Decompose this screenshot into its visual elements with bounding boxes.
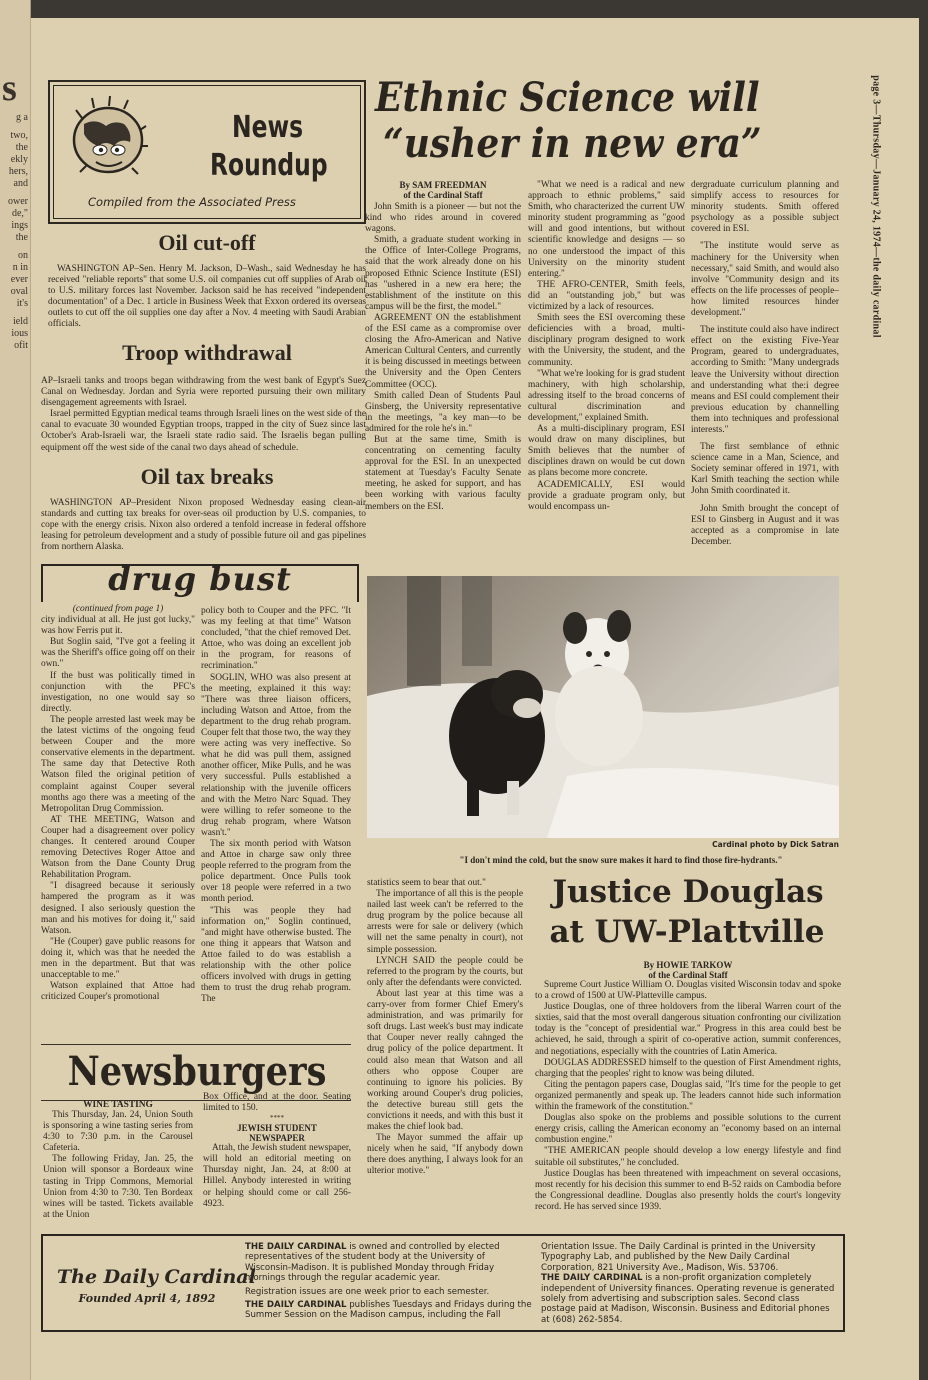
wine-p1: The following Friday, Jan. 25, the Union will sponsor a Bordeaux wine tasting in Tripp Commons, Memorial Union from 4:30 to 7:30. Ten Bordeax wines will be tasted. Tickets available at the Union: [43, 1154, 193, 1220]
douglas-p1: Justice Douglas, one of three holdovers from the liberal Warren court of the sixties, said that the most overall dangerous situation confronting our civilization today is the "concept of presidential war." Progress in this area could best be achieved, he said, through a spirit of co-operative action, summit conferences, and negotiations, especially with the countries of Latin America.: [535, 1002, 841, 1057]
prev-page-fragment: ings: [11, 220, 28, 231]
drug-bust-col1: [41, 604, 195, 1034]
drug-c1-p4: AT THE MEETING, Watson and Couper had a disagreement over policy changes. It centered around Couper removing Detectives Roger Attoe and Watson from the Dane County Drug Rehabilitation Program.: [41, 814, 195, 881]
prev-page-fragment: g a: [16, 112, 28, 123]
masthead-p1-lead: THE DAILY CARDINAL: [245, 1242, 347, 1252]
drug-c2-p1: SOGLIN, WHO was also present at the meeting, explained it this way: "There was three liaison officers, including Watson and Attoe, from the department to the drug rehab program. Couper felt that those two, the way they were acting was very ineffective. So what he did was pull them, assigned another officer, Mike Pulls, and he was very successful. Pulls established a relationship with the juvenile officers and with the Metro Narc Squad. They were willing to refer someone to the drug rehab program, where Watson wasn't.": [201, 672, 351, 838]
dog-photo: [367, 576, 839, 838]
newsburgers-col2: [203, 1092, 351, 1232]
ethnic-col3: [691, 180, 839, 582]
ethnic-c2-p1: THE AFRO-CENTER, Smith feels, did an "outstanding job," but was victimized by a lack of resources.: [528, 279, 685, 313]
masthead-p3: [245, 1300, 533, 1321]
masthead-c2-p1: Orientation Issue. The Daily Cardinal is printed in the University Typography Lab, and published by the New Daily Cardinal Corporation, 821 University Ave., Madison, Wis. 53706.: [541, 1242, 816, 1273]
douglas-p0: Supreme Court Justice William O. Douglas visited Wisconsin todav and spoke to a crowd of 1500 at UW-Platteville campus.: [535, 980, 841, 1002]
prev-page-fragment: ious: [11, 328, 28, 339]
drug-bust-headline: drug bust: [108, 560, 292, 598]
troop-withdrawal-body: [41, 376, 366, 476]
drug-bust-continued: (continued from page 1): [72, 604, 164, 614]
ethnic-c1-p0: John Smith is a pioneer — but not the kind who rides around in covered wagons.: [365, 202, 521, 235]
drug-bust-col3: [367, 878, 523, 1228]
ethnic-c2-p5: ACADEMICALLY, ESI would provide a graduate program only, but would encompass un-: [528, 479, 685, 512]
drug-c1-p7: Watson explained that Attoe had criticized Couper's promotional: [41, 981, 195, 1003]
douglas-headline-line1: Justice Douglas: [552, 874, 824, 910]
dog-photo-art: [367, 576, 839, 838]
news-roundup-title-line1: News: [232, 110, 304, 145]
drug-c3-p3: About last year at this time was a carry-over from former Chief Emery's administration, and was primarily for soft drugs. Last week's bust may indicate that Couper never really cahnged the drug policy of the police department. It could also mean that Watson and all others who oppose Couper are continuing to ignore his policies. By working around Couper's drug policies, the detective bureau still gets the convictions it needs, and with this bust it makes the chief look bad.: [367, 988, 523, 1133]
drug-c3-p4: The Mayor summed the affair up nicely when he said, "If anybody down there does anything, I always look for an ulterior motive.": [367, 1133, 523, 1177]
photo-credit: Cardinal photo by Dick Satran: [712, 840, 839, 849]
prev-page-fragment: ofit: [14, 340, 28, 351]
douglas-p2: DOUGLAS ADDRESSED himself to the question of First Amendment rights, charging that the peoples' right to know was being diluted.: [535, 1057, 841, 1079]
jewish-body: Attah, the Jewish student newspaper, will hold an editorial meeting on Thursday night, Jan. 24, at 8:00 at Hillel. Anybody interested in writing or helping should come or call 256-4923.: [203, 1143, 351, 1209]
newsburgers-headline: Newsburgers: [67, 1048, 327, 1095]
masthead-p1: [245, 1242, 533, 1284]
ethnic-c1-p3: Smith called Dean of Students Paul Ginsberg, the University representative in the meetings, "a key man—to be admired for the role he's in.": [365, 390, 521, 434]
ethnic-byline1: By SAM FREEDMAN: [399, 180, 487, 190]
prev-page-fragment: ekly: [10, 154, 28, 165]
ethnic-c2-p3: "What we're looking for is grad student machinery, with high scholarship, adressing itself to the broad concerns of cultural discrimination and development," explained Smith.: [528, 368, 685, 423]
newsburgers-top-rule: [41, 1044, 351, 1045]
globe-mascot-icon: [62, 90, 162, 190]
douglas-headline-line2: at UW-Plattville: [549, 914, 825, 950]
ethnic-c1-p1: Smith, a graduate student working in the Office of Inter-College Programs, said that the work already done on his proposed Ethnic Science Institute (ESI) has "ushered in a new era here; the establishment of the institute on this campus will be the first, the model.": [365, 235, 521, 312]
prev-page-fragment: and: [13, 178, 28, 189]
previous-page-edge: [0, 0, 31, 1380]
prev-page-fragment: the: [15, 232, 28, 243]
folio-text: page 3—Thursday—January 24, 1974—the daily cardinal: [870, 75, 882, 338]
prev-page-fragment: on: [18, 250, 28, 261]
ethnic-c3-p3: The first semblance of ethnic science came in a Man, Science, and Society seminar offered in 1971, with Karl Smith teaching the section while John Smith coordinated it.: [691, 442, 839, 497]
douglas-byline2: of the Cardinal Staff: [648, 970, 728, 980]
masthead-p3-lead: THE DAILY CARDINAL: [245, 1300, 347, 1311]
jewish-title2: NEWSPAPER: [249, 1133, 305, 1144]
troop-p1: AP–Israeli tanks and troops began withdrawing from the west bank of Egypt's Suez Canal on Wednesday. Jordan and Syria were reported pursuing their own military disengagement agreements with Israel.: [41, 376, 366, 409]
separator-stars: ****: [270, 1114, 284, 1123]
prev-page-fragment: hers,: [8, 166, 28, 177]
ethnic-c2-p4: As a multi-disciplinary program, ESI would draw on many disciplines, but Smith believes that the number of disciplines drawn on would be cut down as plans become more concrete.: [528, 424, 685, 479]
drug-c2-p2: The six month period with Watson and Attoe in charge saw only three people referred to the program from the police department. Once Pulls took over 18 people were referred in a two month period.: [201, 838, 351, 905]
ethnic-c2-p0: "What we need is a radical and new approach to ethnic problems," said Smith, who characterized the current UW minority student programming as "good will and good intentions, but without scientific knowledge and designs — so no one understood the impact of this University on the minority student entering.": [528, 180, 685, 279]
ethnic-c3-p0: dergraduate curriculum planning and simplify access to resources for minority students. Smith offered psychology as a possible subject covered in ESI.: [691, 180, 839, 235]
ethnic-c3-p1: "The institute would serve as machinery for the University when necessary," said Smith, and would also involve "Community design and its effects on the life processes of people– how limited resources hinder development.": [691, 241, 839, 319]
drug-c1-p2: If the bust was politically timed in conjunction with the PFC's investigation, no one would say so directly.: [41, 670, 195, 714]
drug-c1-p1: But Soglin said, "I've got a feeling it was the Sheriff's office going off on their own.": [41, 637, 195, 670]
oil-tax-text: WASHINGTON AP–President Nixon proposed Wednesday easing clean-air standards and cutting tax breaks for over-seas oil production by U.S. companies, to cope with the energy crisis. Nixon also ordered a tenfold increase in federal offshore leasing for petroleum development and a study of possible future oil and gas pipelines from northern Alaska.: [41, 498, 366, 553]
wine-tasting-title: WINE TASTING: [83, 1100, 153, 1110]
masthead-p3-body: publishes Tuesdays and Fridays during the Summer Session on the Madison campus, including the Fall: [245, 1300, 532, 1321]
drug-c2-p3: "This was people they had information on," Soglin continued, "and might have otherwise busted. The one thing it appears that Watson and Attoe failed to do was establish a relationship with the other police officers involved with drugs in getting them to trust the drug rehab program. The: [201, 905, 351, 1005]
jewish-title1: JEWISH STUDENT: [237, 1123, 317, 1134]
drug-c1-p3: The people arrested last week may be the latest victims of the ongoing feud between Couper and the more conservative elements in the department. The same day that Detective Roth Watson filed the original petition of complaint against Couper several months ago there was a meeting of the Metropolitan Drug Commission.: [41, 714, 195, 814]
photo-caption: "I don't mind the cold, but the snow sure makes it hard to find those fire-hydrants.": [459, 855, 783, 865]
drug-c1-p0: city individual at all. He just got lucky," was how Ferris put it.: [41, 615, 195, 637]
prev-page-letter: s: [2, 67, 17, 109]
masthead-founded: Founded April 4, 1892: [78, 1292, 216, 1305]
douglas-p6: Justice Douglas has been threatened with impeachment on several occasions, most recently for his decision this summer to end B-52 raids on Cambodia before the Congressional deadline. Douglas also presently holds the court's longevity record. He has served since 1939.: [535, 1168, 841, 1212]
douglas-body: [535, 960, 841, 1230]
wine-p0: This Thursday, Jan. 24, Union South is sponsoring a wine tasting series from 4:30 to 7:30 p.m. in the Carousel Cafeteria.: [43, 1110, 193, 1154]
prev-page-fragment: de,": [11, 208, 28, 219]
ethnic-col1: [365, 180, 521, 580]
drug-c1-p6: "He (Couper) gave public reasons for doing it, which was that he needed the men in the department. But that was unacceptable to me.": [41, 936, 195, 981]
douglas-p4: Douglas also spoke on the problems and possible solutions to the current energy crisis, calling the American economy an "economy based on an internal combustion engine.": [535, 1113, 841, 1146]
prev-page-fragment: the: [15, 142, 28, 153]
newspaper-page: [30, 18, 919, 1380]
douglas-p5: "THE AMERICAN people should develop a low energy lifestyle and find suitable oil substitutes," he concluded.: [535, 1146, 841, 1168]
troop-withdrawal-headline: Troop withdrawal: [122, 340, 292, 365]
douglas-p3: Citing the pentagon papers case, Douglas said, "It's time for the people to get organized permanently and speak up. The leaders cannot hide such information within the framework of the constitution.": [535, 1079, 841, 1113]
box-office-text: Box Office, and at the door. Seating limited to 150.: [203, 1092, 351, 1114]
prev-page-fragment: it's: [16, 298, 28, 309]
troop-p2: Israel permitted Egyptian medical teams through Israeli lines on the west side of the canal to evacuate 30 wounded Egyptian troops, trapped in the city of Suez since last October's Arab-Israeli war, the Israeli state radio said. The Israelis began pulling equipment off the west side of the canal two days ahead of schedule.: [41, 409, 366, 453]
drug-c2-p0: policy both to Couper and the PFC. "It was my feeling at that time" Watson concluded, "that the chief removed Det. Attoe, who was doing an excellent job in the program, for reasons of recrimination.": [201, 606, 351, 672]
drug-c3-p2: LYNCH SAID the people could be referred to the program by the courts, but only after the defendants were convicted.: [367, 955, 523, 988]
page-folio: [859, 66, 882, 356]
drug-c3-p0: statistics seem to bear that out.": [367, 878, 486, 888]
ethnic-col2: [528, 180, 685, 582]
news-roundup-compiled: Compiled from the Associated Press: [88, 195, 296, 209]
oil-tax-headline: Oil tax breaks: [140, 464, 274, 489]
oil-cutoff-headline: Oil cut-off: [158, 230, 256, 255]
ethnic-c2-p2: Smith sees the ESI overcoming these deficiencies with a broad, multi-disciplinary program designed to work with the University, the student, and the community.: [528, 313, 685, 368]
prev-page-fragment: two,: [10, 130, 28, 141]
oil-cutoff-body: [48, 264, 366, 346]
douglas-byline1: By HOWIE TARKOW: [643, 960, 733, 970]
masthead-name: The Daily Cardinal: [57, 1266, 256, 1288]
prev-page-fragment: n in: [12, 262, 28, 273]
ethnic-byline2: of the Cardinal Staff: [403, 190, 483, 200]
drug-c1-p5: "I disagreed because it seriously hampered the program as it was designed. I also seriously question the man and his motives for doing it," said Watson.: [41, 881, 195, 936]
ethnic-c1-p4: But at the same time, Smith is concentrating on cementing faculty approval for the ESI. In an unexpected statement at Tuesday's Faculty Senate meeting, he asked for support, and has been working with various faculty members on the ESI.: [365, 434, 521, 512]
ethnic-headline-line2: “usher in new era”: [383, 120, 762, 167]
ethnic-c3-p2: The institute could also have indirect effect on the existing Five-Year Program, geared to undergraduates, according to Smith: "Many undergrads leave the University without direction and understanding what the:i degree means and ESI could complement their previous education by channelling them into techniques and professional interests.": [691, 325, 839, 435]
news-roundup-title-line2: Roundup: [210, 148, 328, 183]
masthead-c2-p2-body: is a non-profit organization completely independent of University finances. Operating revenue is generated solely from advertising and subscription sales. Second class postage paid at Madison, Wisconsin. Business and Editorial phones at (608) 262-5854.: [541, 1273, 835, 1325]
news-roundup-box: [48, 80, 366, 224]
newsburgers-col1: [43, 1100, 193, 1228]
drug-c3-p1: The importance of all this is the people nailed last week can't be referred to the drug program by the police because all arrests were for sale or delivery (which will net the same penalty in court), not simple possession.: [367, 889, 523, 955]
ethnic-c3-p4: John Smith brought the concept of ESI to Ginsberg in August and it was accepted as a compromise in late December.: [691, 503, 839, 547]
prev-page-fragment: ower: [8, 196, 28, 207]
masthead-p1-body: is owned and controlled by elected representatives of the student body at the University of Wisconsin-Madison. It is published Monday through Friday mornings through the regular academic year.: [245, 1242, 500, 1284]
ethnic-headline-line1: Ethnic Science will: [375, 74, 760, 121]
masthead-c2-p2-lead: THE DAILY CARDINAL: [541, 1273, 643, 1284]
masthead-box: [41, 1234, 845, 1332]
ethnic-c1-p2: AGREEMENT ON the establishment of the ESI came as a compromise over closing the Afro-American and Native American Cultural Centers, and currently it is being discussed in meetings between the University and the Open Centers Committee (OCC).: [365, 312, 521, 390]
masthead-p2: Registration issues are one week prior to each semester.: [245, 1286, 490, 1297]
masthead-c2-p2: [541, 1273, 835, 1325]
drug-bust-col2: [201, 606, 351, 1042]
prev-page-fragment: ever: [10, 274, 28, 285]
prev-page-fragment: oval: [10, 286, 28, 297]
masthead-col2: [541, 1242, 835, 1325]
masthead-col1: [245, 1242, 533, 1321]
oil-cutoff-text: WASHINGTON AP–Sen. Henry M. Jackson, D–Wash., said Wednesday he has received "reliable reports" that some U.S. oil companies cut off supplies of Arab oil to U.S. military forces last November. Jackson said he has received "independent documentation" of a Dec. 1 article in Business Week that Exxon ordered its overseas outlets to cut off the oil supplies one day after a Nov. 4 meeting with Saudi Arabian officials.: [48, 264, 366, 330]
prev-page-fragment: ield: [13, 316, 28, 327]
